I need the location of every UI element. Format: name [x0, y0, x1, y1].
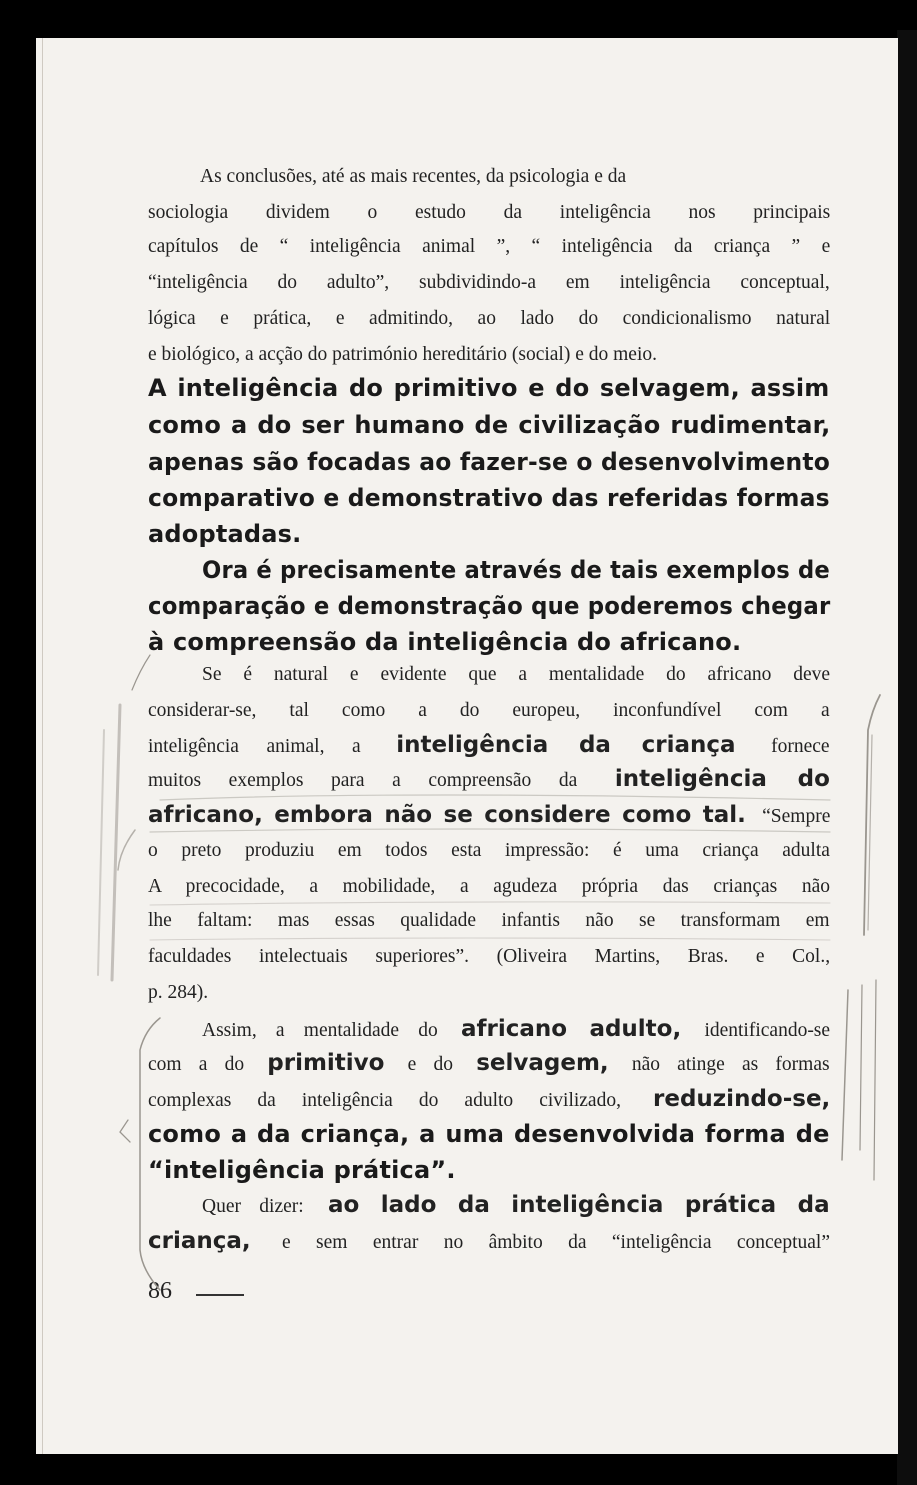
p2-line-2: como a do ser humano de civilização rudimentar, — [148, 411, 831, 439]
p2-line-3: apenas são focadas ao fazer-se o desenvolvimento — [148, 448, 831, 476]
p6-line-1-b: ao lado da inteligência prática da — [328, 1192, 830, 1218]
p1-line-5: lógica e prática, e admitindo, ao lado do condicionalismo natural — [148, 308, 831, 329]
p4-line-3-b: inteligência da criança — [396, 732, 736, 758]
p5-line-2-b: primitivo — [267, 1050, 385, 1076]
p4-line-9: faculdades intelectuais superiores”. (Oliveira Martins, Bras. e Col., — [148, 946, 831, 967]
p4-line-3 — [148, 732, 830, 758]
p6-line-2-b: e sem entrar no âmbito da “inteligência conceptual” — [282, 1232, 830, 1253]
p5-line-3-a: complexas da inteligência do adulto civilizado, — [148, 1090, 621, 1111]
p3-line-1: Ora é precisamente através de tais exemplos de — [202, 556, 830, 584]
p5-line-1-c: identificando-se — [704, 1020, 831, 1041]
p4-line-4 — [148, 766, 830, 792]
p5-line-4: como a da criança, a uma desenvolvida forma de — [148, 1120, 830, 1148]
p4-line-3-a: inteligência animal, a — [148, 736, 361, 757]
p4-line-3-c: fornece — [771, 736, 830, 757]
p1-line-2: sociologia dividem o estudo da inteligência nos principais — [148, 202, 831, 223]
page-number: 86 — [148, 1278, 172, 1304]
p1-line-1: As conclusões, até as mais recentes, da psicologia e da — [200, 166, 627, 187]
p5-line-1-a: Assim, a mentalidade do — [202, 1020, 438, 1041]
p2-line-4: comparativo e demonstrativo das referidas formas — [148, 484, 830, 512]
p5-line-3-b: reduzindo-se, — [653, 1086, 831, 1112]
p4-line-8: lhe faltam: mas essas qualidade infantis não se transformam em — [148, 910, 830, 931]
p5-line-1 — [202, 1016, 830, 1042]
p1-line-3: capítulos de “ inteligência animal ”, “ inteligência da criança ” e — [148, 236, 831, 257]
p5-line-2 — [148, 1050, 830, 1076]
p5-line-2-c: e do — [407, 1054, 454, 1075]
p5-line-5: “inteligência prática”. — [148, 1156, 456, 1184]
p2-line-5: adoptadas. — [148, 520, 302, 548]
p3-line-2: comparação e demonstração que poderemos chegar — [148, 592, 831, 620]
p6-line-1 — [202, 1192, 830, 1218]
p3-line-3: à compreensão da inteligência do africano. — [148, 628, 742, 656]
p4-line-6: o preto produziu em todos esta impressão: é uma criança adulta — [148, 840, 830, 861]
scan-border-top — [0, 0, 917, 38]
p4-line-7: A precocidade, a mobilidade, a agudeza própria das crianças não — [148, 876, 831, 897]
p4-line-5-b: “Sempre — [762, 806, 831, 827]
p4-line-5-a: africano, embora não se considere como tal. — [148, 802, 746, 828]
p4-line-10: p. 284). — [148, 982, 209, 1003]
p5-line-3 — [148, 1086, 830, 1112]
p5-line-2-a: com a do — [148, 1054, 245, 1075]
p4-line-2: considerar-se, tal como a do europeu, inconfundível com a — [148, 700, 830, 721]
p4-line-5 — [148, 802, 830, 828]
p2-line-1: A inteligência do primitivo e do selvagem, assim — [148, 374, 830, 402]
p5-line-1-b: africano adulto, — [461, 1016, 682, 1042]
scan-border-right — [897, 30, 917, 1485]
p5-line-2-e: não atinge as formas — [631, 1054, 830, 1075]
p4-line-1: Se é natural e evidente que a mentalidade do africano deve — [202, 664, 831, 685]
page-number-dash — [196, 1294, 244, 1296]
p6-line-2 — [148, 1228, 830, 1254]
page-edge — [42, 38, 43, 1454]
p6-line-2-a: criança, — [148, 1228, 251, 1254]
p6-line-1-a: Quer dizer: — [202, 1196, 304, 1217]
p4-line-4-b: inteligência do — [614, 766, 830, 792]
p5-line-2-d: selvagem, — [476, 1050, 609, 1076]
p1-line-6: e biológico, a acção do património hereditário (social) e do meio. — [148, 344, 657, 365]
p1-line-4: “inteligência do adulto”, subdividindo-a em inteligência conceptual, — [148, 272, 830, 293]
p4-line-4-a: muitos exemplos para a compreensão da — [148, 770, 578, 791]
